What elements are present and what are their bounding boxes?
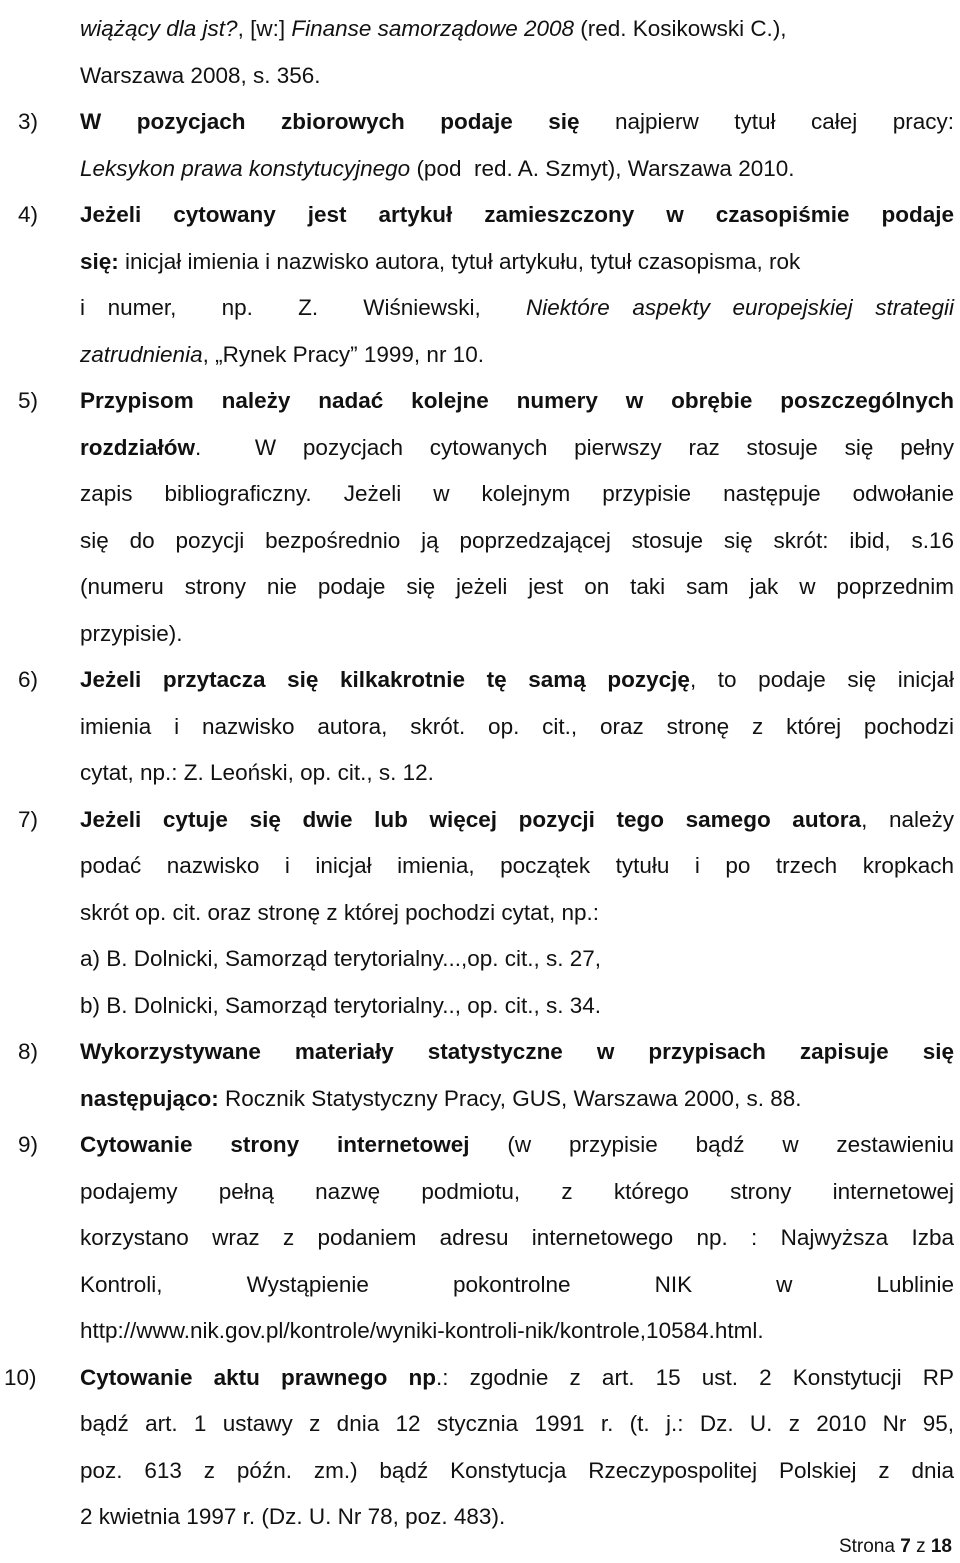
list-number: 3) xyxy=(18,109,39,134)
plain-text: bądź art. 1 ustawy z dnia 12 stycznia 1991 r. (t. j.: Dz. U. z 2010 Nr 95, xyxy=(80,1411,954,1436)
text-line xyxy=(0,332,960,379)
text-line xyxy=(0,1029,960,1076)
line-text xyxy=(80,518,954,565)
text-line xyxy=(0,1308,960,1355)
line-text xyxy=(80,1029,954,1076)
plain-text: , [w:] xyxy=(237,16,292,41)
plain-text: się do pozycji bezpośrednio ją poprzedzającej stosuje się skrót: ibid, s.16 xyxy=(80,527,954,553)
text-line xyxy=(0,1355,960,1402)
line-text xyxy=(80,192,954,239)
list-number: 5) xyxy=(18,388,39,413)
footer-total-pages: 18 xyxy=(930,1536,952,1557)
text-line xyxy=(0,797,960,844)
plain-text: poz. 613 z późn. zm.) bądź Konstytucja Rzeczypospolitej Polskiej z dnia xyxy=(80,1457,954,1483)
plain-text: b) B. Dolnicki, Samorząd terytorialny.., op. cit., s. 34. xyxy=(80,992,602,1018)
bold-text: Przypisom należy nadać kolejne numery w obrębie poszczególnych xyxy=(80,388,954,413)
plain-text: korzystano wraz z podaniem adresu internetowego np. : Najwyższa Izba xyxy=(80,1225,954,1250)
line-text xyxy=(80,239,954,286)
italic-text: wiążący dla jst? xyxy=(80,16,238,41)
plain-text: , należy xyxy=(861,806,954,832)
plain-text: zapis bibliograficzny. Jeżeli w kolejnym przypisie następuje odwołanie xyxy=(80,481,954,506)
plain-text: Rocznik Statystyczny Pracy, GUS, Warszawa 2000, s. 88. xyxy=(218,1085,802,1111)
text-line xyxy=(0,611,960,658)
line-text xyxy=(80,983,954,1030)
text-line xyxy=(0,99,960,146)
line-text xyxy=(80,843,954,890)
italic-text: zatrudnienia xyxy=(80,341,203,367)
line-text xyxy=(80,99,954,146)
list-number: 10) xyxy=(4,1364,37,1390)
bold-text: Jeżeli cytuje się dwie lub więcej pozycji tego samego autora xyxy=(80,806,862,832)
text-line xyxy=(0,285,960,332)
plain-text: (red. Kosikowski C.), xyxy=(574,16,787,41)
text-line xyxy=(0,192,960,239)
bold-text: Wykorzystywane materiały statystyczne w przypisach zapisuje się xyxy=(80,1039,954,1064)
line-text xyxy=(80,1122,954,1169)
plain-text: .: zgodnie z art. 15 ust. 2 Konstytucji RP xyxy=(435,1364,954,1390)
list-number: 9) xyxy=(18,1132,39,1157)
text-line xyxy=(0,983,960,1030)
plain-text: http://www.nik.gov.pl/kontrole/wyniki-kontroli-nik/kontrole,10584.html. xyxy=(80,1318,764,1343)
plain-text: imienia i nazwisko autora, skrót. op. cit., oraz stronę z której pochodzi xyxy=(80,713,954,739)
bold-text: Jeżeli przytacza się kilkakrotnie tę samą pozycję xyxy=(80,667,690,692)
text-line xyxy=(0,890,960,937)
text-line xyxy=(0,239,960,286)
plain-text: , „Rynek Pracy” 1999, nr 10. xyxy=(202,341,484,367)
plain-text: . W pozycjach cytowanych pierwszy raz stosuje się pełny xyxy=(195,434,954,460)
plain-text: przypisie). xyxy=(80,620,183,646)
line-text xyxy=(80,936,954,983)
list-number: 8) xyxy=(18,1039,39,1064)
plain-text: (pod red. A. Szmyt), Warszawa 2010. xyxy=(410,155,795,181)
italic-text: Leksykon prawa konstytucyjnego xyxy=(80,155,411,181)
line-text xyxy=(80,890,954,937)
text-line xyxy=(0,1076,960,1123)
plain-text: podać nazwisko i inicjał imienia, początek tytułu i po trzech kropkach xyxy=(80,853,954,878)
line-text xyxy=(80,332,954,379)
plain-text: Kontroli, Wystąpienie pokontrolne NIK w Lublinie xyxy=(80,1271,954,1297)
line-text xyxy=(80,704,954,751)
plain-text: inicjał imienia i nazwisko autora, tytuł artykułu, tytuł czasopisma, rok xyxy=(118,248,801,274)
line-text xyxy=(80,1076,954,1123)
text-line xyxy=(0,657,960,704)
plain-text: podajemy pełną nazwę podmiotu, z którego strony internetowej xyxy=(80,1178,954,1204)
plain-text: (numeru strony nie podaje się jeżeli jest on taki sam jak w poprzednim xyxy=(80,574,954,599)
text-line xyxy=(0,1262,960,1309)
text-line xyxy=(0,564,960,611)
plain-text: a) B. Dolnicki, Samorząd terytorialny...,op. cit., s. 27, xyxy=(80,946,602,971)
text-line xyxy=(0,750,960,797)
text-line xyxy=(0,146,960,193)
list-number: 7) xyxy=(18,806,39,832)
document-body xyxy=(0,6,960,1541)
line-text xyxy=(80,564,954,611)
line-text xyxy=(80,471,954,518)
bold-text: następująco: xyxy=(80,1085,219,1111)
line-text xyxy=(80,1355,954,1402)
plain-text: Warszawa 2008, s. 356. xyxy=(80,62,321,88)
line-text xyxy=(80,146,954,193)
text-line xyxy=(0,425,960,472)
bold-text: się: xyxy=(80,248,119,274)
text-line xyxy=(0,1122,960,1169)
plain-text: i numer, np. Z. Wiśniewski, xyxy=(80,295,527,320)
italic-text: Niektóre aspekty europejskiej strategii xyxy=(526,295,955,320)
text-line xyxy=(0,471,960,518)
line-text xyxy=(80,425,954,472)
line-text xyxy=(80,657,954,704)
footer-current-page: 7 xyxy=(900,1536,911,1557)
list-number: 4) xyxy=(18,202,39,227)
text-line xyxy=(0,704,960,751)
line-text xyxy=(80,611,954,658)
bold-text: Cytowanie aktu prawnego np xyxy=(80,1364,436,1390)
text-line xyxy=(0,936,960,983)
line-text xyxy=(80,797,954,844)
text-line xyxy=(0,1448,960,1495)
bold-text: rozdziałów xyxy=(80,434,196,460)
text-line xyxy=(0,1401,960,1448)
line-text xyxy=(80,285,954,332)
line-text xyxy=(80,1215,954,1262)
bold-text: Jeżeli cytowany jest artykuł zamieszczony w czasopiśmie podaje xyxy=(80,202,954,227)
text-line xyxy=(0,518,960,565)
text-line xyxy=(0,1494,960,1541)
text-line xyxy=(0,1169,960,1216)
plain-text: , to podaje się inicjał xyxy=(689,667,955,692)
bold-text: Cytowanie strony internetowej xyxy=(80,1132,470,1157)
line-text xyxy=(80,1401,954,1448)
text-line xyxy=(0,6,960,53)
text-line xyxy=(0,843,960,890)
text-line xyxy=(0,1215,960,1262)
line-text xyxy=(80,1494,954,1541)
plain-text: 2 kwietnia 1997 r. (Dz. U. Nr 78, poz. 483). xyxy=(80,1504,506,1529)
text-line xyxy=(0,378,960,425)
line-text xyxy=(80,1262,954,1309)
list-number: 6) xyxy=(18,667,39,692)
line-text xyxy=(80,1169,954,1216)
italic-text: Finanse samorządowe 2008 xyxy=(291,16,575,41)
footer-prefix: Strona xyxy=(838,1536,901,1557)
plain-text: (w przypisie bądź w zestawieniu xyxy=(469,1132,954,1157)
line-text xyxy=(80,378,954,425)
plain-text: skrót op. cit. oraz stronę z której pochodzi cytat, np.: xyxy=(80,899,599,925)
plain-text: cytat, np.: Z. Leoński, op. cit., s. 12. xyxy=(80,760,434,785)
line-text xyxy=(80,53,954,100)
line-text xyxy=(80,1448,954,1495)
bold-text: W pozycjach zbiorowych podaje się xyxy=(80,109,580,134)
text-line xyxy=(0,53,960,100)
line-text xyxy=(80,6,954,53)
footer-middle: z xyxy=(910,1536,931,1557)
line-text xyxy=(80,1308,954,1355)
plain-text: najpierw tytuł całej pracy: xyxy=(579,109,954,134)
page-footer xyxy=(839,1535,952,1559)
line-text xyxy=(80,750,954,797)
